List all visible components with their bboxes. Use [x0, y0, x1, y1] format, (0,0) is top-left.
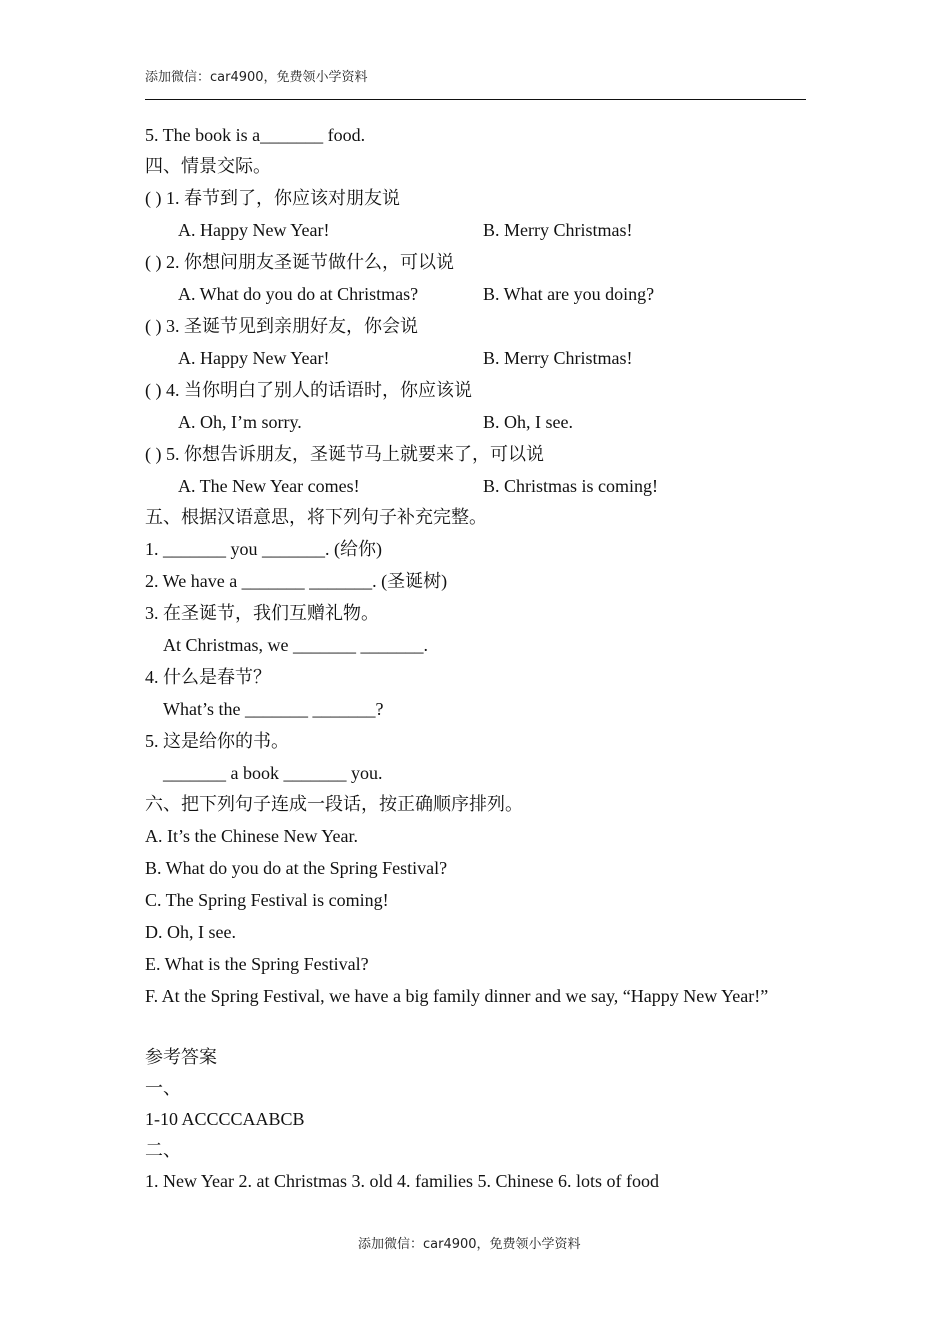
section5-title: 五、根据汉语意思，将下列句子补充完整。: [145, 507, 487, 527]
section5-q5-english: _______ a book _______ you.: [163, 763, 383, 783]
answers-part2-text: 1. New Year 2. at Christmas 3. old 4. families 5. Chinese 6. lots of food: [145, 1171, 659, 1191]
answers-part1-label: 一、: [145, 1078, 181, 1098]
section5-q5-chinese: 5. 这是给你的书。: [145, 731, 289, 751]
section4-q2-option-b: B. What are you doing?: [483, 284, 655, 304]
section4-q5-prompt: ( ) 5. 你想告诉朋友，圣诞节马上就要来了，可以说: [145, 444, 544, 464]
section4-q2-option-a: A. What do you do at Christmas?: [178, 284, 419, 304]
section4-q3-option-b: B. Merry Christmas!: [483, 348, 633, 368]
section5-q4-chinese: 4. 什么是春节？: [145, 667, 271, 687]
section6-title: 六、把下列句子连成一段话，按正确顺序排列。: [145, 794, 523, 814]
answers-part1-text: 1-10 ACCCCAABCB: [145, 1109, 305, 1129]
section3-question-5: 5. The book is a_______ food.: [145, 125, 366, 145]
section4-q1-prompt: ( ) 1. 春节到了，你应该对朋友说: [145, 188, 400, 208]
section4-title: 四、情景交际。: [145, 156, 271, 176]
section4-q3-options: [145, 342, 785, 374]
section4-q4-option-b: B. Oh, I see.: [483, 412, 573, 432]
section4-q5-option-b: B. Christmas is coming!: [483, 476, 658, 496]
section4-q5-option-a: A. The New Year comes!: [178, 476, 360, 496]
section6-item-a: A. It’s the Chinese New Year.: [145, 826, 358, 846]
worksheet-body: [145, 120, 785, 1197]
section4-q1-option-a: A. Happy New Year!: [178, 220, 330, 240]
section4-q3-option-a: A. Happy New Year!: [178, 348, 330, 368]
section5-q1: 1. _______ you _______. (给你): [145, 539, 382, 559]
section4-q4-option-a: A. Oh, I’m sorry.: [178, 412, 302, 432]
section5-q3-chinese: 3. 在圣诞节，我们互赠礼物。: [145, 603, 379, 623]
section4-q4-prompt: ( ) 4. 当你明白了别人的话语时，你应该说: [145, 380, 472, 400]
section4-q2-prompt: ( ) 2. 你想问朋友圣诞节做什么，可以说: [145, 252, 454, 272]
section4-q3-prompt: ( ) 3. 圣诞节见到亲朋好友，你会说: [145, 316, 418, 336]
page-header: 添加微信：car4900，免费领小学资料: [145, 70, 368, 85]
section6-item-b: B. What do you do at the Spring Festival?: [145, 858, 448, 878]
section-spacer: [145, 1012, 785, 1042]
section5-q3-english: At Christmas, we _______ _______.: [163, 635, 428, 655]
section4-q5-options: [145, 470, 785, 502]
page-footer: 添加微信：car4900，免费领小学资料: [358, 1237, 581, 1252]
section6-item-d: D. Oh, I see.: [145, 922, 236, 942]
section4-q1-options: [145, 214, 785, 246]
section5-q4-english: What’s the _______ _______?: [163, 699, 384, 719]
section5-q2: 2. We have a _______ _______. (圣诞树): [145, 571, 448, 591]
section4-q4-options: [145, 406, 785, 438]
section4-q2-options: [145, 278, 785, 310]
header-divider: [145, 99, 806, 100]
section4-q1-option-b: B. Merry Christmas!: [483, 220, 633, 240]
answers-title: 参考答案: [145, 1047, 217, 1067]
section6-item-e: E. What is the Spring Festival?: [145, 954, 369, 974]
answers-part2-label: 二、: [145, 1140, 181, 1160]
section6-item-c: C. The Spring Festival is coming!: [145, 890, 389, 910]
section6-item-f: F. At the Spring Festival, we have a big family dinner and we say, “Happy New Year!”: [145, 986, 769, 1006]
